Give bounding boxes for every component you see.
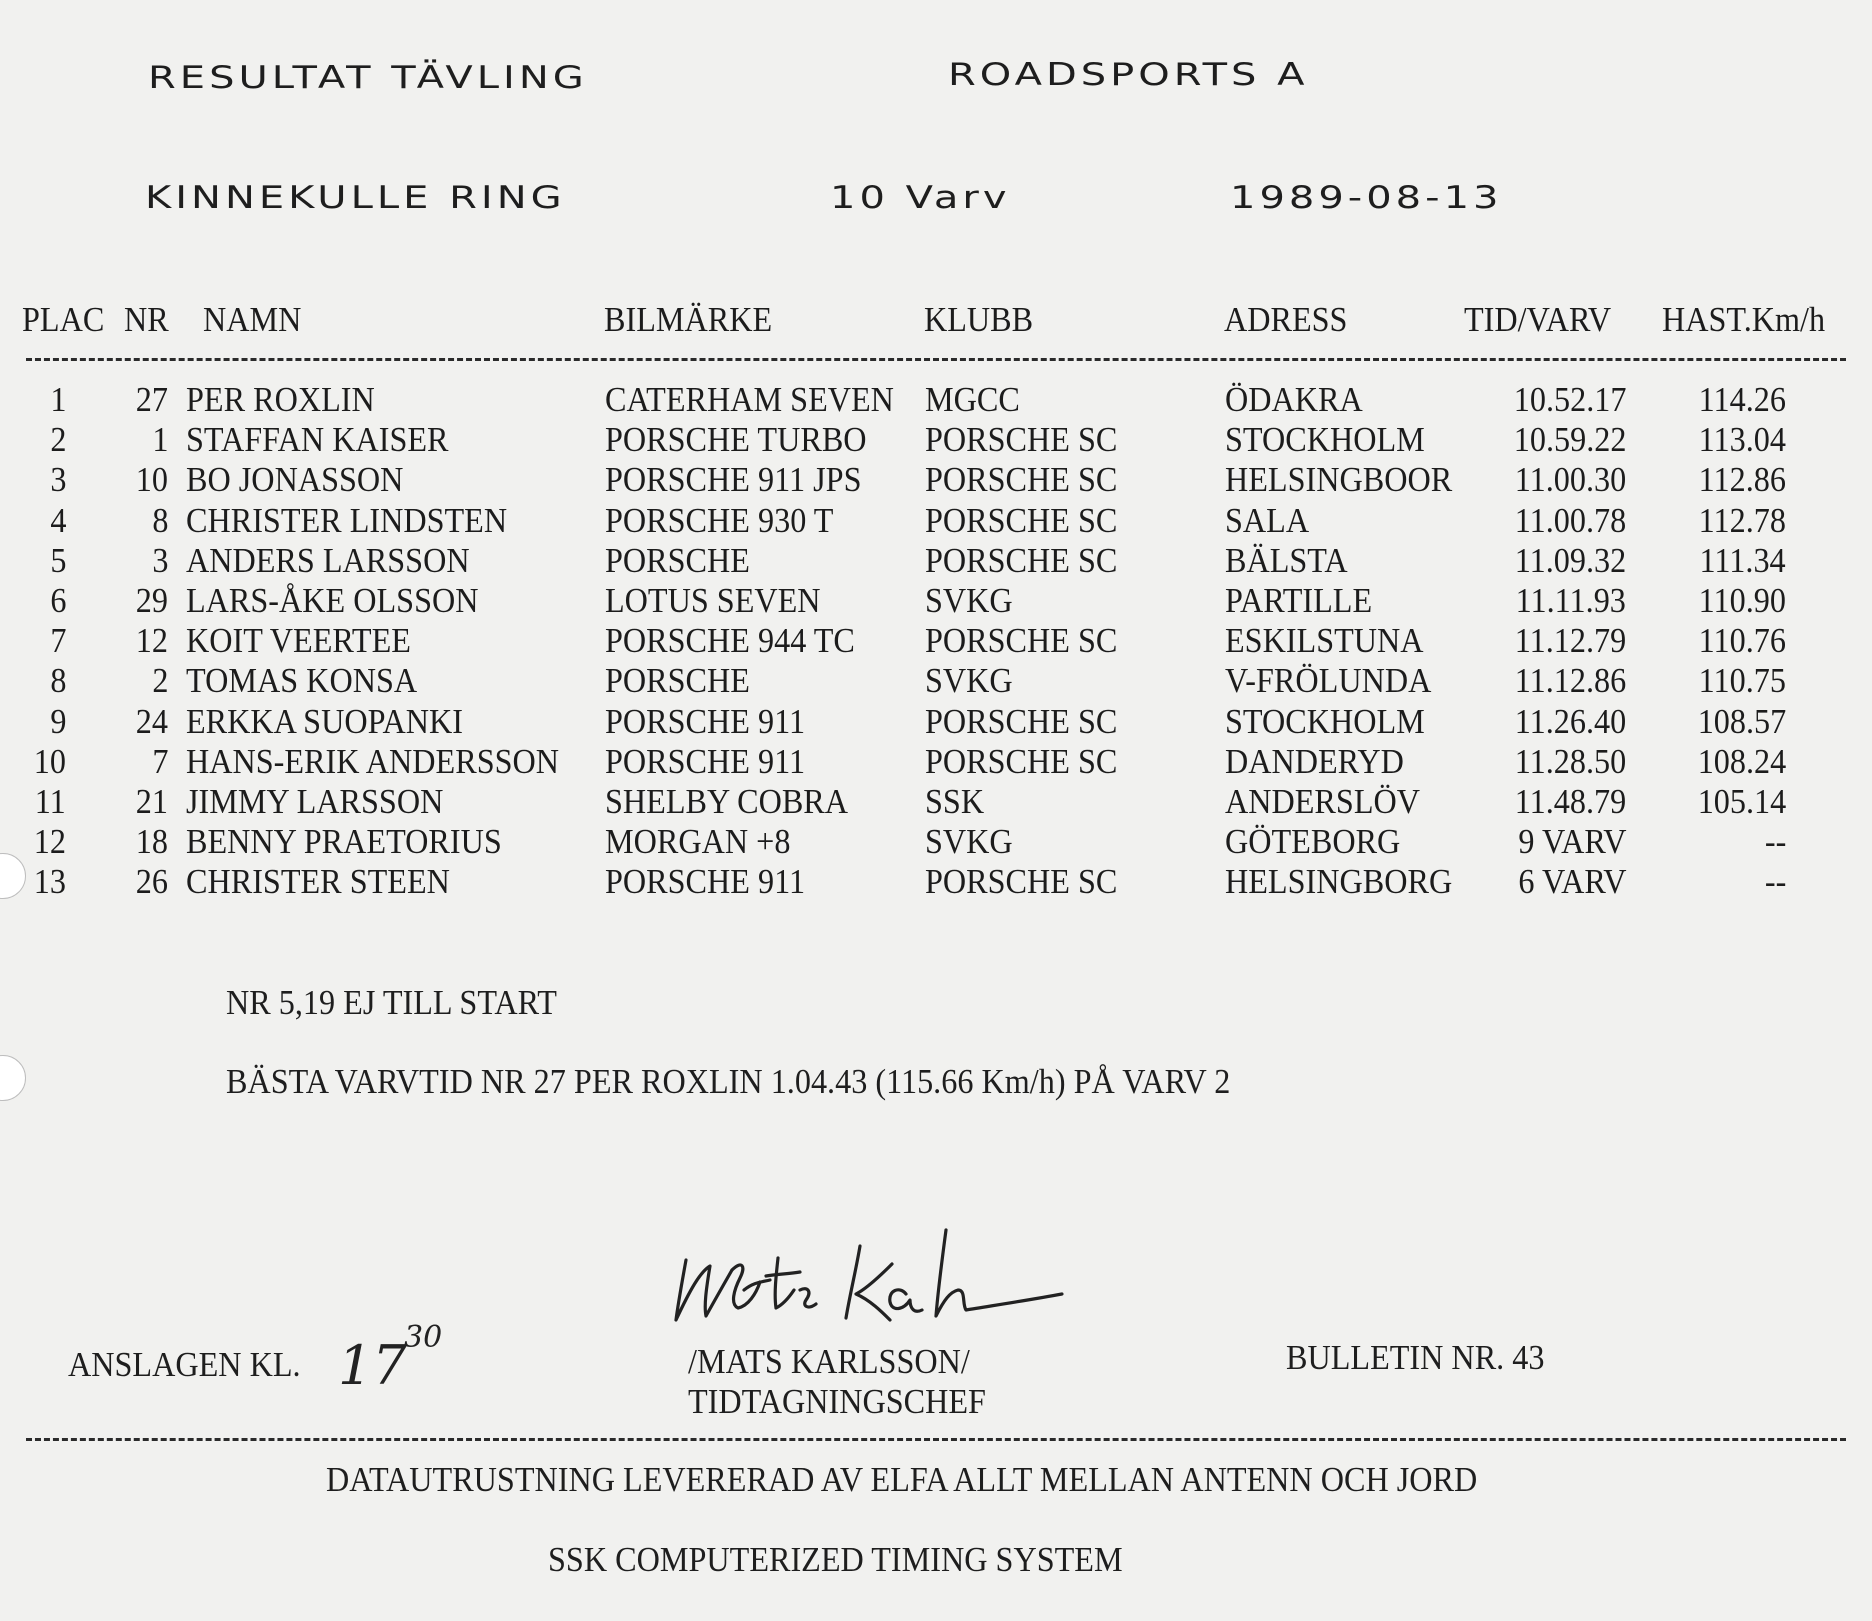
title-right: ROADSPORTS A: [948, 57, 1309, 93]
cell-plac: 10: [33, 741, 66, 781]
bulletin-number: BULLETIN NR. 43: [1286, 1338, 1545, 1377]
table-row: [0, 460, 1872, 500]
cell-klubb: SSK: [925, 782, 985, 821]
cell-hast: 108.57: [1697, 701, 1786, 741]
cell-namn: STAFFAN KAISER: [186, 420, 449, 460]
cell-bilmarke: PORSCHE: [605, 661, 750, 701]
cell-hast: 114.26: [1698, 380, 1786, 419]
cell-tid-varv: 10.52.17: [1513, 380, 1626, 419]
signature: [660, 1220, 1080, 1340]
timing-system: SSK COMPUTERIZED TIMING SYSTEM: [548, 1540, 1123, 1579]
cell-plac: 11: [34, 782, 66, 821]
col-klubb: KLUBB: [924, 300, 1034, 339]
table-row: [0, 661, 1872, 701]
cell-namn: CHRISTER STEEN: [186, 862, 450, 902]
cell-klubb: SVKG: [925, 661, 1013, 701]
cell-bilmarke: CATERHAM SEVEN: [605, 380, 894, 419]
cell-tid-varv: 11.09.32: [1514, 540, 1626, 580]
table-row: [0, 581, 1872, 621]
cell-adress: ÖDAKRA: [1225, 380, 1363, 419]
cell-nr: 27: [135, 380, 168, 419]
punch-hole-bottom: [0, 1055, 26, 1101]
not-started-note: NR 5,19 EJ TILL START: [226, 983, 557, 1022]
table-row: [0, 822, 1872, 862]
cell-plac: 6: [49, 581, 66, 620]
cell-nr: 29: [135, 581, 168, 620]
cell-adress: SALA: [1225, 500, 1310, 540]
cell-tid-varv: 11.28.50: [1514, 741, 1626, 781]
cell-plac: 12: [33, 822, 66, 862]
cell-nr: 2: [151, 661, 168, 701]
cell-klubb: SVKG: [925, 581, 1013, 620]
cell-nr: 21: [135, 782, 168, 821]
cell-adress: ANDERSLÖV: [1225, 782, 1420, 821]
cell-bilmarke: PORSCHE 911 JPS: [605, 460, 862, 500]
cell-adress: STOCKHOLM: [1225, 420, 1425, 460]
table-row: [0, 782, 1872, 822]
cell-plac: 8: [49, 661, 66, 701]
col-tid-varv: TID/VARV: [1464, 300, 1612, 339]
cell-bilmarke: LOTUS SEVEN: [605, 581, 821, 620]
cell-klubb: PORSCHE SC: [925, 701, 1118, 741]
cell-namn: JIMMY LARSSON: [186, 782, 444, 821]
cell-namn: HANS-ERIK ANDERSSON: [186, 741, 560, 781]
cell-namn: PER ROXLIN: [186, 380, 375, 419]
cell-tid-varv: 11.12.86: [1514, 661, 1626, 701]
cell-nr: 3: [151, 540, 168, 580]
cell-adress: GÖTEBORG: [1225, 822, 1401, 862]
cell-bilmarke: PORSCHE 911: [605, 701, 806, 741]
cell-hast: --: [1764, 822, 1786, 862]
cell-plac: 1: [49, 380, 66, 419]
cell-tid-varv: 11.00.78: [1514, 500, 1626, 540]
cell-adress: BÄLSTA: [1225, 540, 1348, 580]
cell-adress: V-FRÖLUNDA: [1225, 661, 1432, 701]
cell-bilmarke: MORGAN +8: [605, 822, 791, 862]
laps: 10 Varv: [830, 180, 1011, 216]
cell-nr: 1: [151, 420, 168, 460]
sponsor-line: DATAUTRUSTNING LEVERERAD AV ELFA ALLT MELLAN ANTENN OCH JORD: [326, 1460, 1478, 1499]
cell-plac: 7: [49, 621, 66, 661]
cell-adress: PARTILLE: [1225, 581, 1373, 620]
cell-namn: CHRISTER LINDSTEN: [186, 500, 508, 540]
cell-plac: 5: [49, 540, 66, 580]
table-row: [0, 380, 1872, 420]
cell-tid-varv: 6 VARV: [1517, 862, 1626, 902]
cell-klubb: SVKG: [925, 822, 1013, 862]
table-row: [0, 501, 1872, 541]
col-adress: ADRESS: [1224, 300, 1348, 339]
posted-time-hours: 17: [338, 1334, 407, 1397]
cell-tid-varv: 11.11.93: [1515, 581, 1626, 620]
cell-adress: HELSINGBORG: [1225, 862, 1453, 902]
cell-plac: 13: [33, 862, 66, 902]
cell-tid-varv: 11.00.30: [1514, 460, 1626, 500]
cell-namn: LARS-ÅKE OLSSON: [186, 581, 479, 620]
cell-bilmarke: SHELBY COBRA: [605, 782, 849, 821]
cell-plac: 3: [49, 460, 66, 500]
cell-adress: HELSINGBOOR: [1225, 460, 1453, 500]
col-bilmarke: BILMÄRKE: [604, 300, 773, 339]
cell-namn: BO JONASSON: [186, 460, 404, 500]
cell-tid-varv: 10.59.22: [1513, 420, 1626, 460]
cell-hast: 110.75: [1698, 661, 1786, 701]
table-row: [0, 862, 1872, 902]
cell-hast: --: [1764, 862, 1786, 902]
header-rule: [26, 358, 1846, 361]
cell-hast: 105.14: [1697, 782, 1786, 821]
cell-plac: 9: [49, 701, 66, 741]
cell-hast: 112.78: [1698, 500, 1786, 540]
table-row: [0, 702, 1872, 742]
cell-hast: 113.04: [1698, 420, 1786, 460]
footer-rule: [26, 1438, 1846, 1441]
cell-hast: 108.24: [1697, 741, 1786, 781]
cell-tid-varv: 11.26.40: [1514, 701, 1626, 741]
cell-bilmarke: PORSCHE 911: [605, 862, 806, 902]
cell-namn: KOIT VEERTEE: [186, 621, 411, 661]
best-lap-note: BÄSTA VARVTID NR 27 PER ROXLIN 1.04.43 (115.66 Km/h) PÅ VARV 2: [226, 1062, 1231, 1101]
cell-bilmarke: PORSCHE: [605, 540, 750, 580]
cell-namn: ANDERS LARSSON: [186, 540, 470, 580]
col-nr: NR: [124, 300, 169, 339]
cell-nr: 24: [135, 701, 168, 741]
col-hast: HAST.Km/h: [1662, 300, 1826, 339]
cell-plac: 4: [49, 500, 66, 540]
table-row: [0, 742, 1872, 782]
cell-hast: 110.90: [1698, 581, 1786, 620]
cell-adress: ESKILSTUNA: [1225, 621, 1424, 661]
posted-label: ANSLAGEN KL.: [68, 1345, 301, 1384]
cell-adress: STOCKHOLM: [1225, 701, 1425, 741]
cell-tid-varv: 11.12.79: [1514, 621, 1626, 661]
cell-adress: DANDERYD: [1225, 741, 1404, 781]
cell-nr: 12: [135, 621, 168, 661]
signer-title: TIDTAGNINGSCHEF: [688, 1382, 986, 1421]
venue: KINNEKULLE RING: [145, 180, 566, 216]
title-left: RESULTAT TÄVLING: [148, 60, 588, 96]
cell-klubb: PORSCHE SC: [925, 621, 1118, 661]
cell-nr: 7: [151, 741, 168, 781]
cell-namn: ERKKA SUOPANKI: [186, 701, 464, 741]
cell-hast: 112.86: [1698, 460, 1786, 500]
race-date: 1989-08-13: [1230, 180, 1503, 216]
cell-klubb: PORSCHE SC: [925, 862, 1118, 902]
cell-klubb: PORSCHE SC: [925, 741, 1118, 781]
cell-nr: 18: [135, 822, 168, 862]
cell-bilmarke: PORSCHE 930 T: [605, 500, 834, 540]
col-plac: PLAC: [22, 300, 105, 339]
cell-namn: BENNY PRAETORIUS: [186, 822, 502, 862]
cell-klubb: PORSCHE SC: [925, 500, 1118, 540]
table-row: [0, 621, 1872, 661]
cell-bilmarke: PORSCHE 911: [605, 741, 806, 781]
cell-klubb: PORSCHE SC: [925, 460, 1118, 500]
cell-klubb: PORSCHE SC: [925, 540, 1118, 580]
cell-klubb: PORSCHE SC: [925, 420, 1118, 460]
cell-nr: 26: [135, 862, 168, 902]
cell-hast: 111.34: [1699, 540, 1786, 580]
cell-nr: 8: [151, 500, 168, 540]
signer-name: /MATS KARLSSON/: [688, 1342, 970, 1381]
cell-bilmarke: PORSCHE 944 TC: [605, 621, 855, 661]
cell-hast: 110.76: [1698, 621, 1786, 661]
table-row: [0, 541, 1872, 581]
col-namn: NAMN: [203, 300, 302, 339]
cell-namn: TOMAS KONSA: [186, 661, 418, 701]
cell-klubb: MGCC: [925, 380, 1020, 419]
posted-time-minutes: 30: [404, 1320, 443, 1355]
cell-bilmarke: PORSCHE TURBO: [605, 420, 867, 460]
cell-tid-varv: 9 VARV: [1517, 822, 1626, 862]
cell-tid-varv: 11.48.79: [1514, 782, 1626, 821]
cell-nr: 10: [135, 460, 168, 500]
cell-plac: 2: [49, 420, 66, 460]
table-row: [0, 420, 1872, 460]
